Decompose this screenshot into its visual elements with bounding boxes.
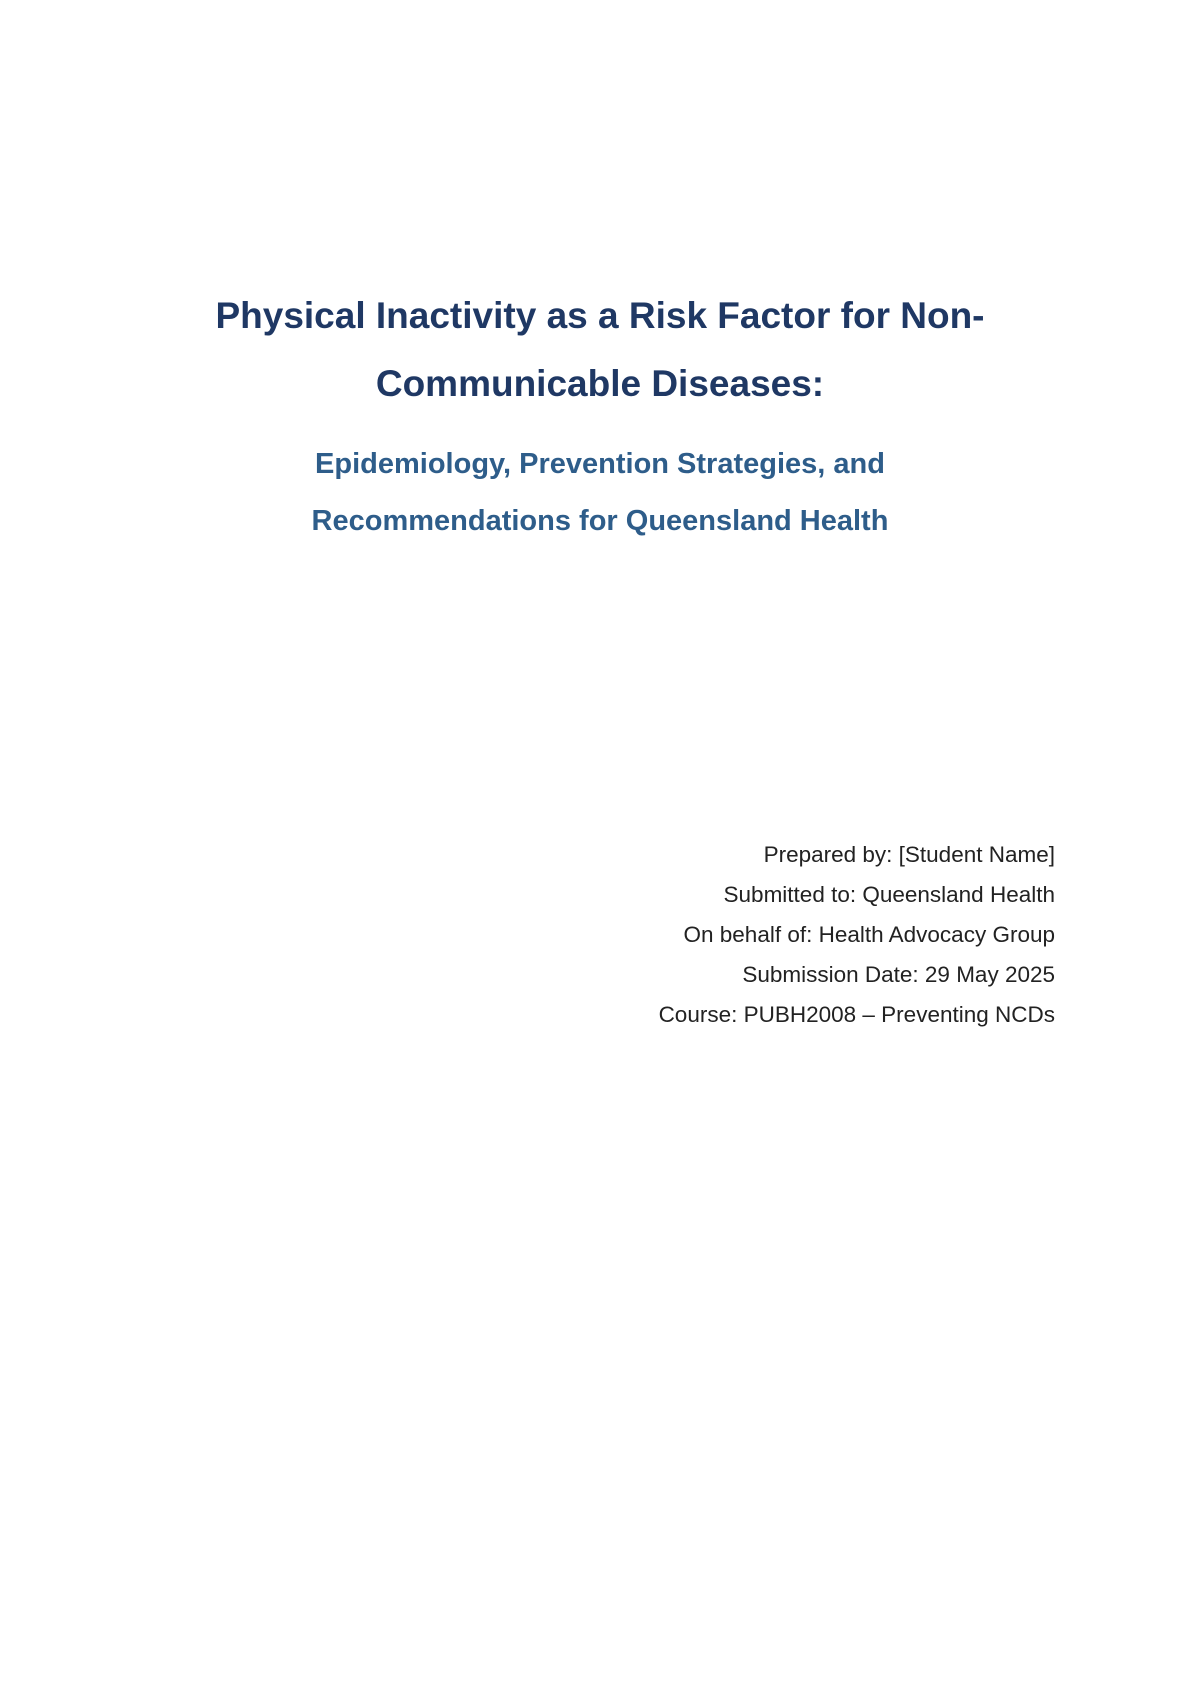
document-subtitle <box>120 436 1080 550</box>
document-title-line-2: Communicable Diseases: <box>375 363 825 404</box>
document-title <box>120 282 1080 418</box>
document-subtitle-line-1: Epidemiology, Prevention Strategies, and <box>315 448 885 480</box>
prepared-by: Prepared by: [Student Name] <box>763 842 1055 867</box>
on-behalf-of: On behalf of: Health Advocacy Group <box>683 922 1055 947</box>
title-block <box>120 282 1080 550</box>
submitted-to: Submitted to: Queensland Health <box>723 882 1055 907</box>
document-subtitle-line-2: Recommendations for Queensland Health <box>311 505 889 537</box>
course: Course: PUBH2008 – Preventing NCDs <box>658 1002 1055 1027</box>
submission-details <box>659 835 1055 1035</box>
document-title-line-1: Physical Inactivity as a Risk Factor for Non- <box>215 295 985 336</box>
submission-date: Submission Date: 29 May 2025 <box>742 962 1055 987</box>
